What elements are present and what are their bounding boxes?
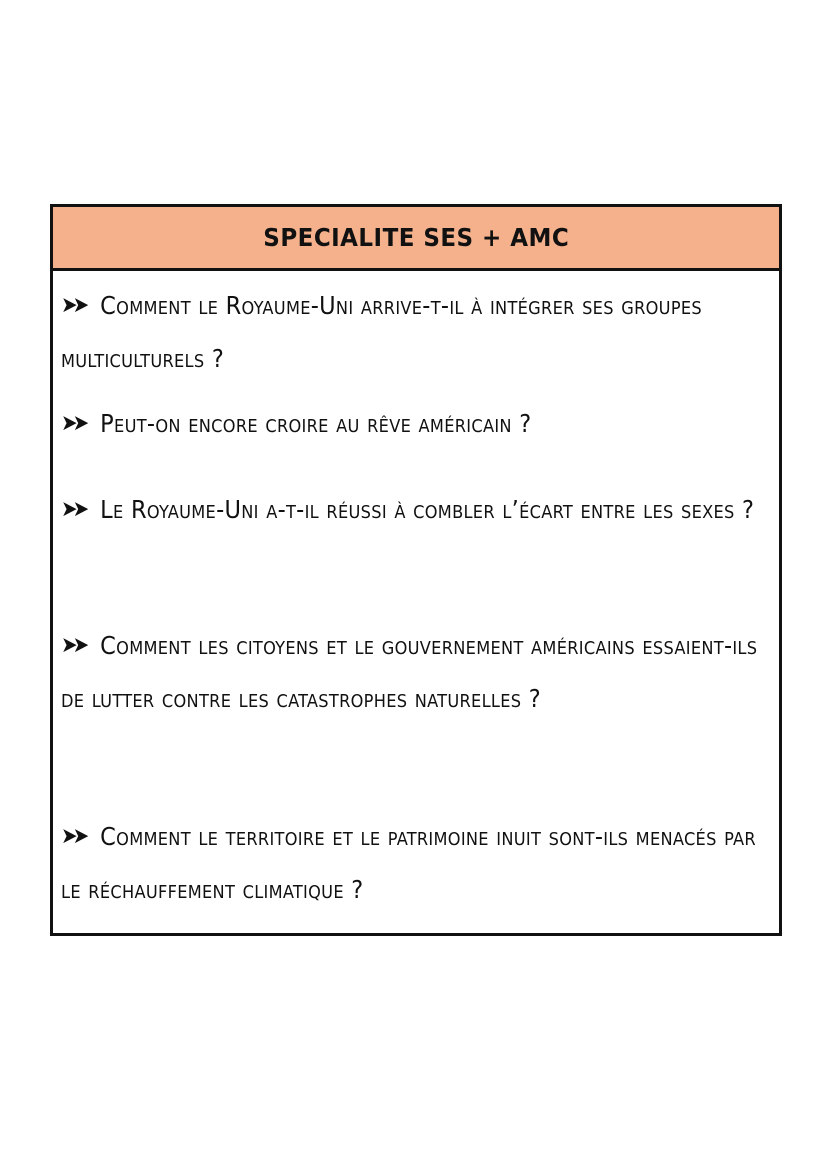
card-title: SPECIALITE SES + AMC (263, 223, 569, 252)
double-arrow-icon: ➤➤ (61, 497, 85, 522)
question-item (61, 810, 773, 916)
question-item (61, 279, 773, 385)
double-arrow-icon: ➤➤ (61, 824, 85, 849)
card-header (53, 207, 779, 271)
double-arrow-icon: ➤➤ (61, 633, 85, 658)
double-arrow-icon: ➤➤ (61, 411, 85, 436)
question-text: Comment le Royaume-Uni arrive-t-il à intégrer ses groupes multiculturels ? (61, 291, 703, 373)
question-item (61, 619, 773, 725)
question-text: Le Royaume-Uni a-t-il réussi à combler l’écart entre les sexes ? (100, 495, 755, 524)
question-text: Comment les citoyens et le gouvernement américains essaient-ils de lutter contre les catastrophes naturelles ? (61, 631, 758, 713)
question-text: Peut-on encore croire au rêve américain ? (100, 409, 532, 438)
question-item (61, 483, 773, 536)
double-arrow-icon: ➤➤ (61, 293, 85, 318)
question-card (50, 204, 782, 936)
question-item (61, 397, 773, 450)
question-text: Comment le territoire et le patrimoine inuit sont-ils menacés par le réchauffement climatique ? (61, 822, 756, 904)
